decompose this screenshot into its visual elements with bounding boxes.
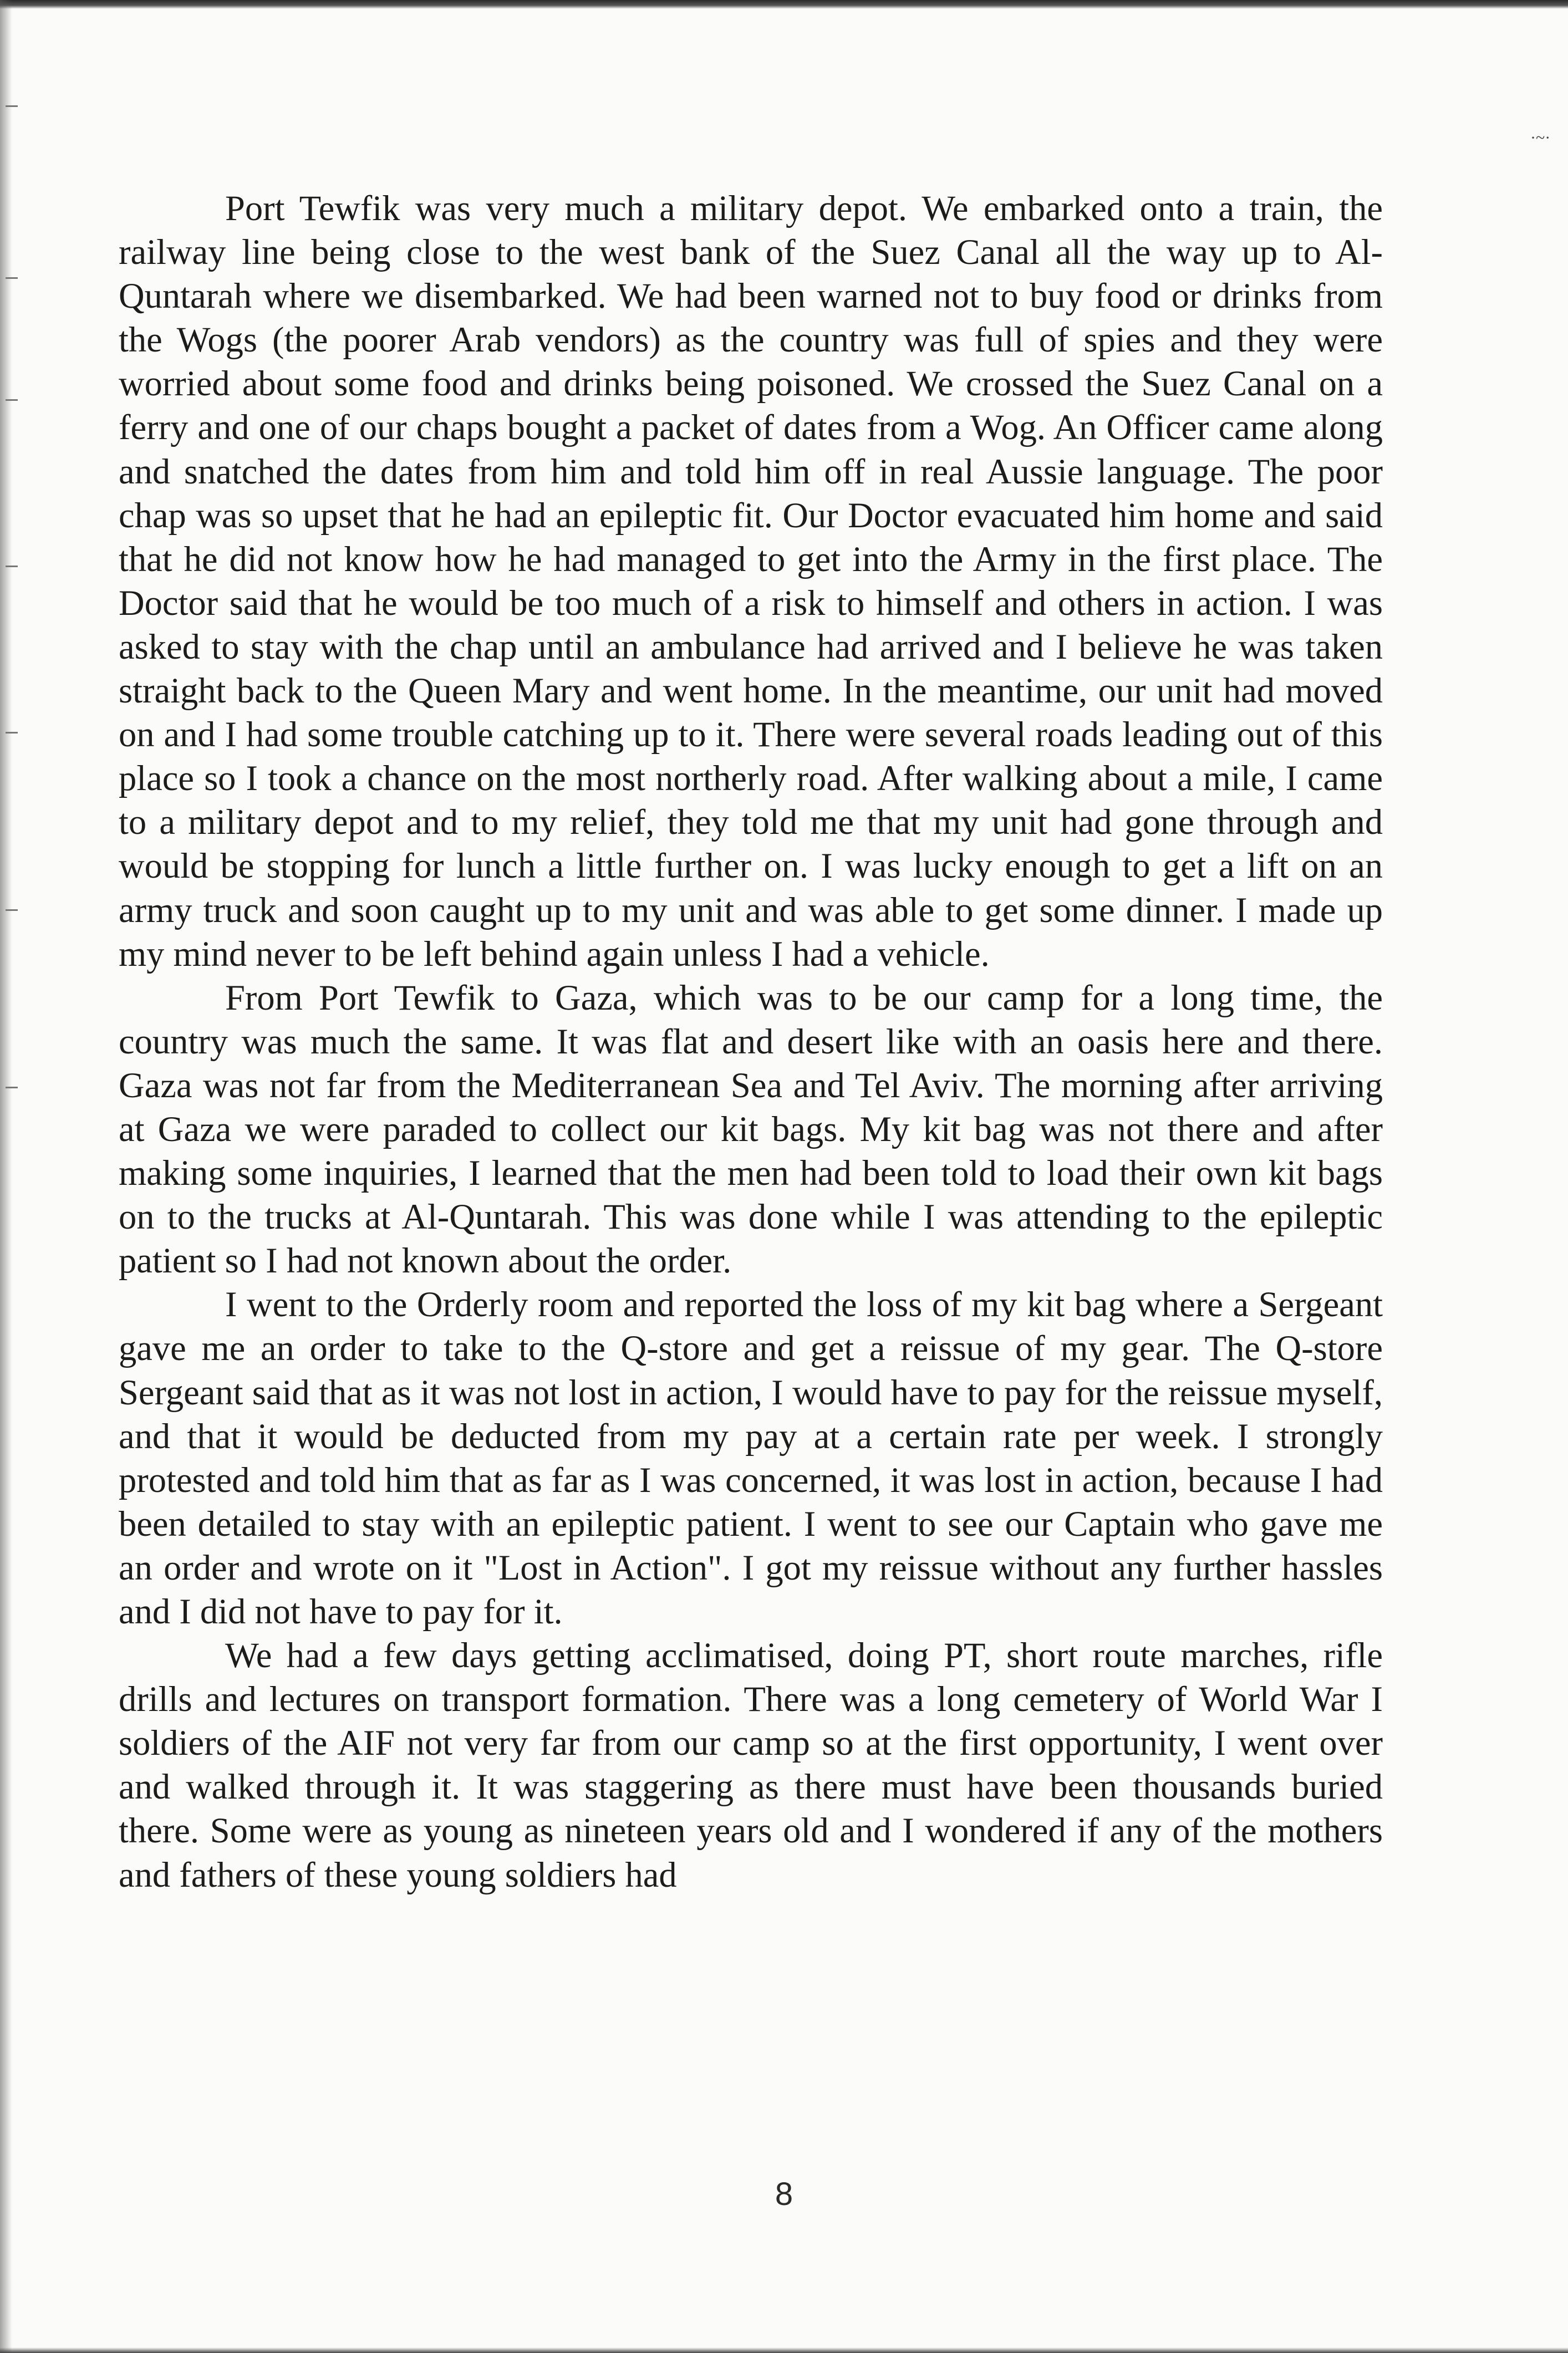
body-text (119, 186, 1383, 1897)
scan-left-edge (0, 0, 12, 2353)
binding-mark (6, 566, 18, 567)
paragraph: Port Tewfik was very much a military depot. We embarked onto a train, the railway line being close to the west bank of the Suez Canal all the way up to Al-Quntarah where we disembarked. We had been warned not to buy food or drinks from the Wogs (the poorer Arab vendors) as the country was full of spies and they were worried about some food and drinks being poisoned. We crossed the Suez Canal on a ferry and one of our chaps bought a packet of dates from a Wog. An Officer came along and snatched the dates from him and told him off in real Aussie language. The poor chap was so upset that he had an epileptic fit. Our Doctor evacuated him home and said that he did not know how he had managed to get into the Army in the first place. The Doctor said that he would be too much of a risk to himself and others in action. I was asked to stay with the chap until an ambulance had arrived and I believe he was taken straight back to the Queen Mary and went home. In the meantime, our unit had moved on and I had some trouble catching up to it. There were several roads leading out of this place so I took a chance on the most northerly road. After walking about a mile, I came to a military depot and to my relief, they told me that my unit had gone through and would be stopping for lunch a little further on. I was lucky enough to get a lift on an army truck and soon caught up to my unit and was able to get some dinner. I made up my mind never to be left behind again unless I had a vehicle. (119, 189, 1383, 974)
paragraph: I went to the Orderly room and reported the loss of my kit bag where a Sergeant gave me an order to take to the Q-store and get a reissue of my gear. The Q-store Sergeant said that as it was not lost in action, I would have to pay for the reissue myself, and that it would be deducted from my pay at a certain rate per week. I strongly protested and told him that as far as I was concerned, it was lost in action, because I had been detailed to stay with an epileptic patient. I went to see our Captain who gave me an order and wrote on it "Lost in Action". I got my reissue without any further hassles and I did not have to pay for it. (119, 1285, 1383, 1631)
page-number: 8 (775, 2176, 793, 2212)
binding-mark (6, 1087, 18, 1088)
paragraph: From Port Tewfik to Gaza, which was to be our camp for a long time, the country was much the same. It was flat and desert like with an oasis here and there. Gaza was not far from the Mediterranean Sea and Tel Aviv. The morning after arriving at Gaza we were paraded to collect our kit bags. My kit bag was not there and after making some inquiries, I learned that the men had been told to load their own kit bags on to the trucks at Al-Quntarah. This was done while I was attending to the epileptic patient so I had not known about the order. (119, 977, 1383, 1281)
scan-top-edge (0, 0, 1568, 9)
binding-mark (6, 399, 18, 401)
scan-bottom-edge (0, 2347, 1568, 2353)
binding-mark (6, 732, 18, 734)
scan-speck: ·~· (1530, 129, 1551, 147)
binding-mark (6, 277, 18, 279)
binding-mark (6, 909, 18, 911)
paragraph: We had a few days getting acclimatised, doing PT, short route marches, rifle drills and lectures on transport formation. There was a long cemetery of World War I soldiers of the AIF not very far from our camp so at the first opportunity, I went over and walked through it. It was staggering as there must have been thousands buried there. Some were as young as nineteen years old and I wondered if any of the mothers and fathers of these young soldiers had (119, 1636, 1383, 1894)
binding-mark (6, 105, 18, 107)
